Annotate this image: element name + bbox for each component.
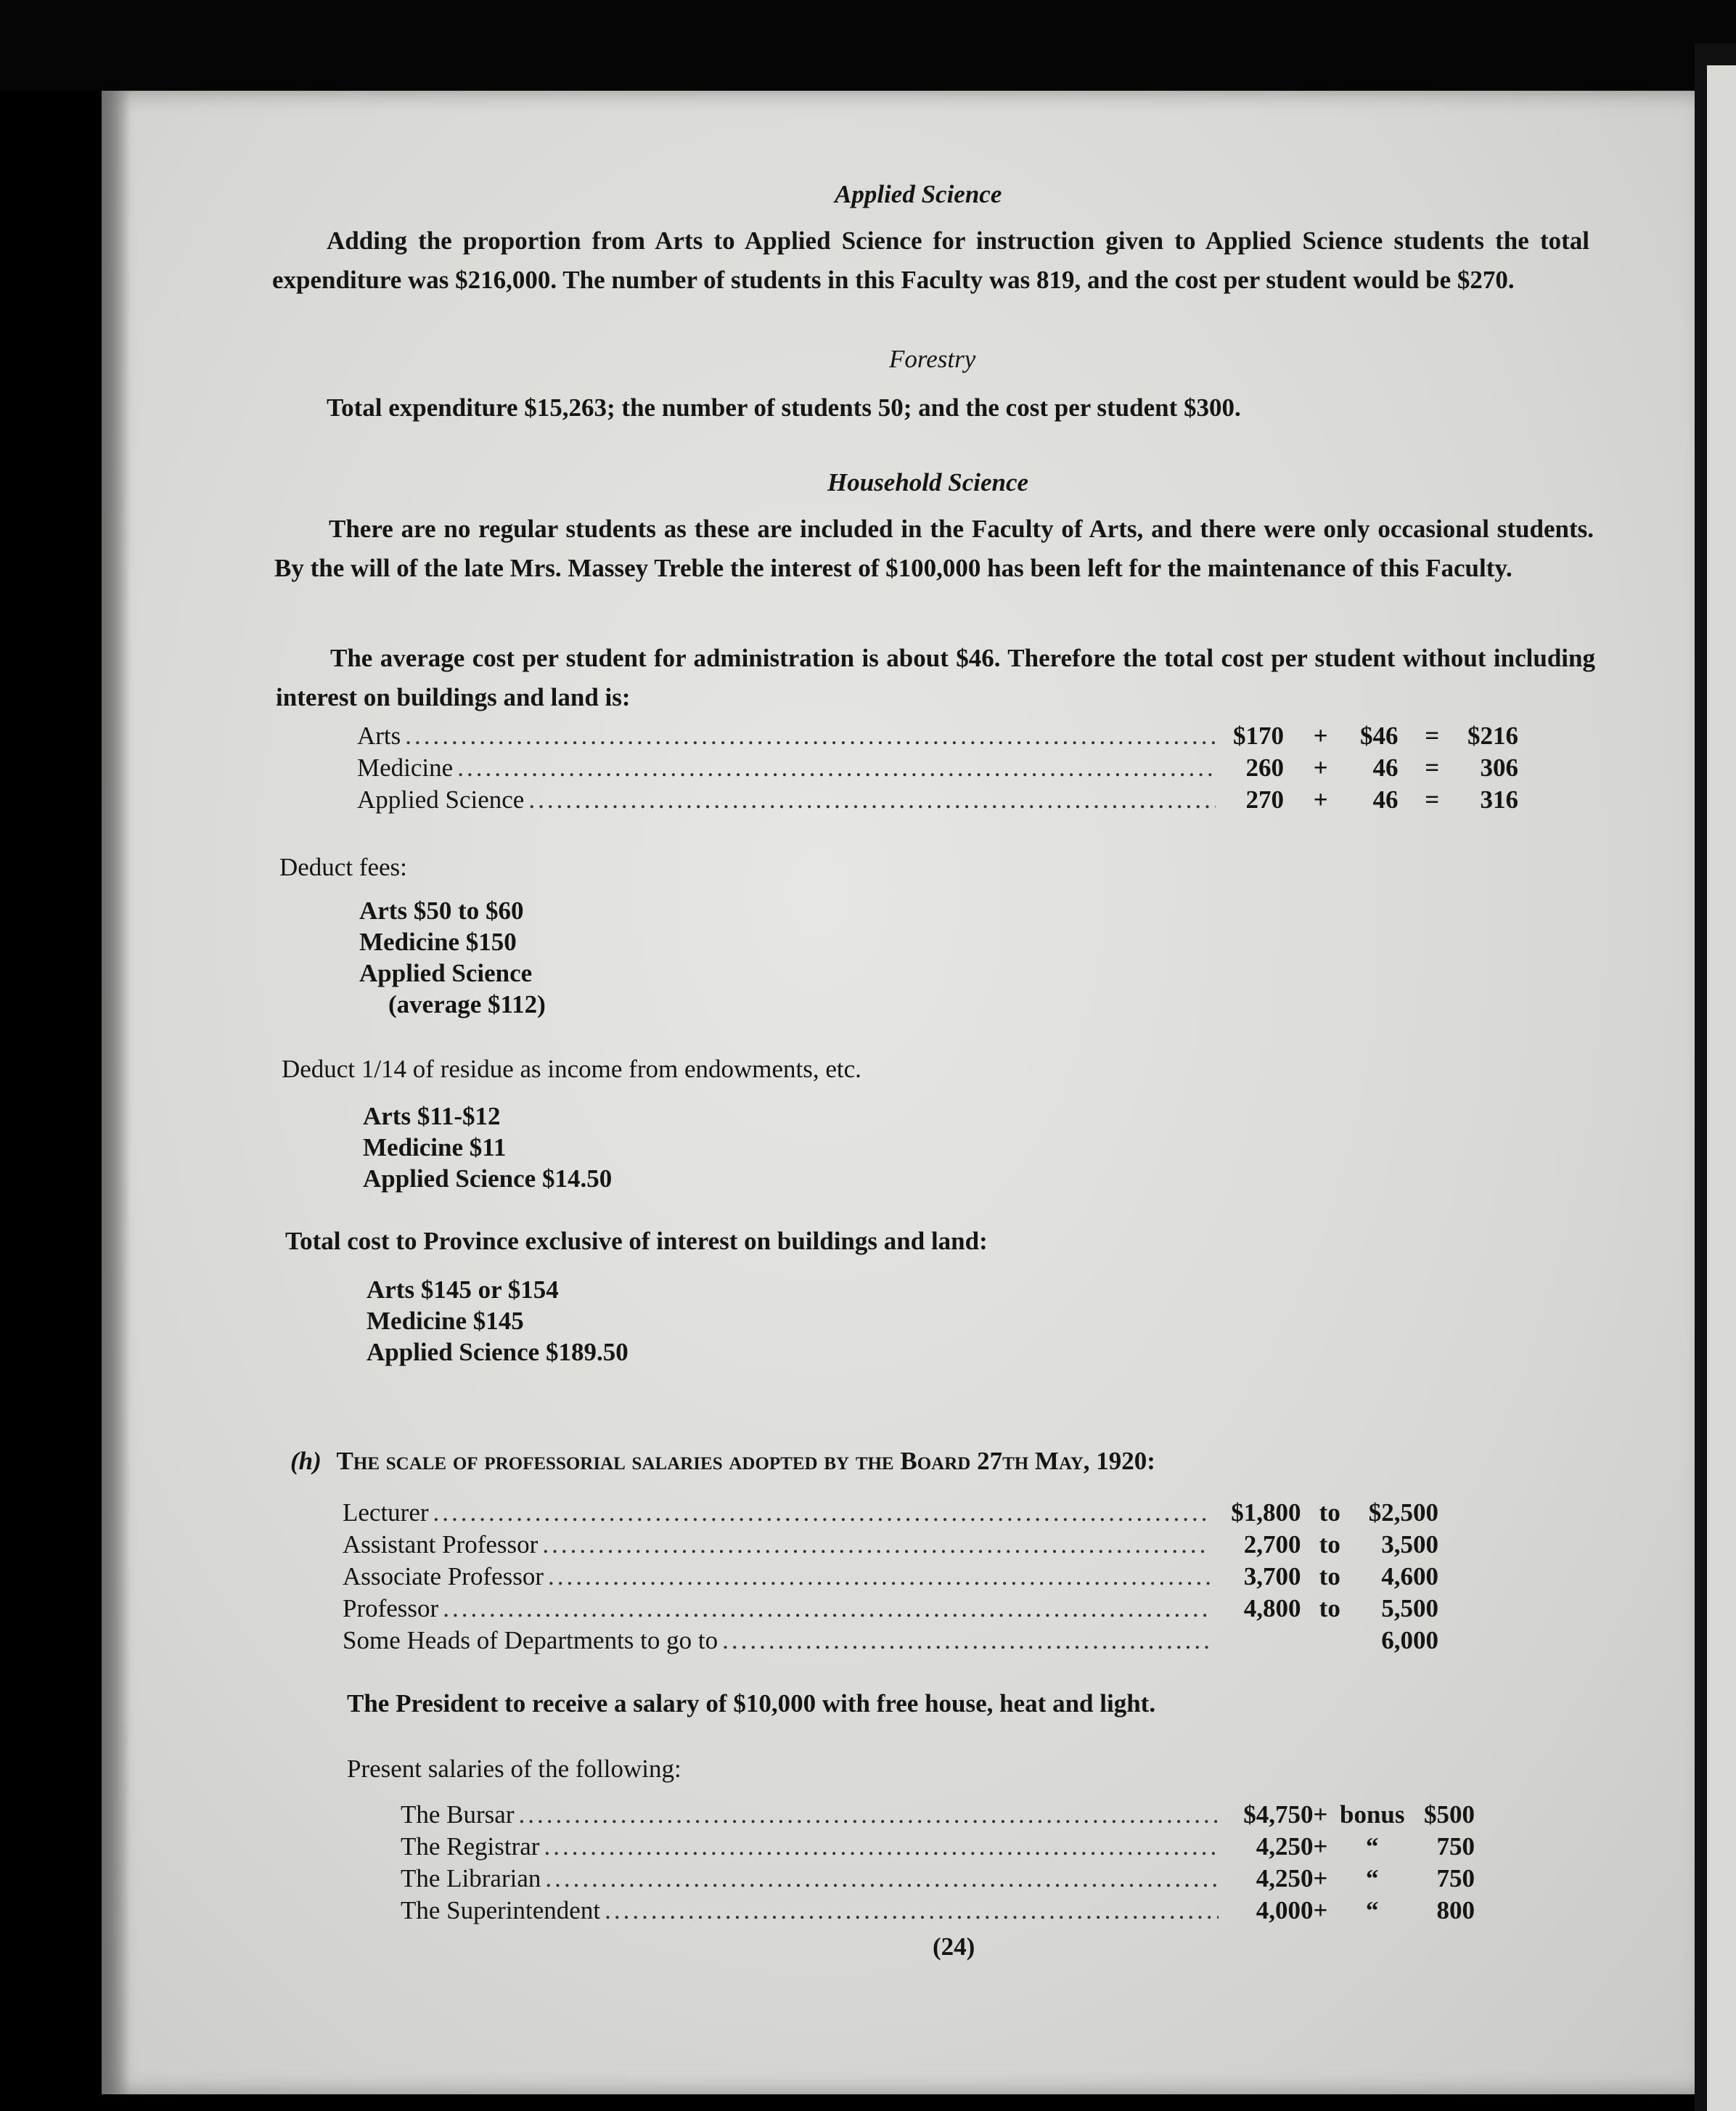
deduct-residue-item: Arts $11-$12 bbox=[363, 1102, 501, 1130]
salary-row-lecturer bbox=[343, 1497, 1438, 1529]
salary-to-word: to bbox=[1319, 1530, 1340, 1559]
leader-dots bbox=[518, 1799, 1218, 1831]
leader-dots bbox=[548, 1561, 1209, 1593]
present-salary-row-superintendent bbox=[401, 1895, 1475, 1927]
cost-row-label: Arts bbox=[357, 722, 401, 750]
deduct-fees-item: Applied Science bbox=[359, 959, 533, 987]
salary-base: 4,250+ bbox=[1256, 1864, 1328, 1892]
salary-base: 4,250+ bbox=[1256, 1832, 1328, 1861]
salary-scale-title: The scale of professorial salaries adopted by the Board 27th May, 1920: bbox=[336, 1447, 1155, 1475]
salary-base: $4,750+ bbox=[1243, 1800, 1328, 1829]
scan-border-top bbox=[0, 0, 1736, 91]
present-salary-values bbox=[1223, 1799, 1475, 1831]
cost-total: 306 bbox=[1480, 754, 1518, 782]
total-cost-title: Total cost to Province exclusive of interest on buildings and land: bbox=[285, 1227, 988, 1255]
deduct-fees-title: Deduct fees: bbox=[279, 853, 407, 881]
page-number: (24) bbox=[933, 1932, 975, 1961]
salary-to: 6,000 bbox=[1381, 1626, 1438, 1654]
salary-row-values bbox=[1214, 1529, 1439, 1561]
cost-plus: + bbox=[1313, 754, 1328, 782]
heading-household-science: Household Science bbox=[827, 468, 1029, 497]
paragraph-average-cost: The average cost per student for administration is about $46. Therefore the total cost per student without including interest on buildings and land is: bbox=[276, 644, 1595, 711]
cost-plus: + bbox=[1313, 722, 1328, 750]
total-cost-item: Arts $145 or $154 bbox=[367, 1275, 559, 1304]
salary-to: $2,500 bbox=[1368, 1498, 1438, 1527]
leader-dots bbox=[542, 1529, 1209, 1561]
deduct-residue-item: Applied Science $14.50 bbox=[363, 1164, 613, 1193]
present-salary-values bbox=[1223, 1831, 1475, 1863]
salary-to: 5,500 bbox=[1381, 1594, 1438, 1622]
salary-row-values bbox=[1214, 1625, 1439, 1657]
cost-row-values bbox=[1220, 752, 1518, 784]
leader-dots bbox=[545, 1863, 1218, 1895]
heading-forestry: Forestry bbox=[889, 345, 976, 373]
cost-base: $170 bbox=[1233, 722, 1284, 750]
paragraph-forestry: Total expenditure $15,263; the number of students 50; and the cost per student $300. bbox=[327, 393, 1241, 422]
leader-dots bbox=[433, 1497, 1210, 1529]
salary-row-values bbox=[1214, 1561, 1439, 1593]
salary-to: 4,600 bbox=[1381, 1562, 1438, 1591]
facing-page-edge bbox=[1707, 65, 1736, 2111]
cost-admin: 46 bbox=[1372, 754, 1399, 782]
cost-row-label: Applied Science bbox=[357, 785, 525, 814]
salary-scale-heading bbox=[290, 1442, 1155, 1481]
page-binding-shadow bbox=[102, 91, 131, 2094]
leader-dots bbox=[443, 1593, 1209, 1625]
leader-dots bbox=[722, 1625, 1209, 1657]
total-cost-item: Medicine $145 bbox=[367, 1307, 524, 1335]
cost-equals: = bbox=[1425, 754, 1440, 782]
salary-base: 4,000+ bbox=[1256, 1896, 1328, 1924]
present-salaries-title: Present salaries of the following: bbox=[347, 1755, 681, 1783]
cost-base: 270 bbox=[1245, 785, 1284, 814]
deduct-residue-title: Deduct 1/14 of residue as income from endowments, etc. bbox=[282, 1055, 861, 1083]
salary-row-heads-of-departments bbox=[343, 1625, 1438, 1657]
salary-row-label: Associate Professor bbox=[343, 1562, 544, 1591]
cost-total: $216 bbox=[1467, 722, 1518, 750]
cost-row-medicine bbox=[357, 752, 1518, 784]
salary-from: 3,700 bbox=[1243, 1562, 1301, 1591]
salary-row-professor bbox=[343, 1593, 1438, 1625]
present-salary-values bbox=[1223, 1863, 1475, 1895]
leader-dots bbox=[457, 752, 1216, 784]
cost-row-applied-science bbox=[357, 784, 1518, 816]
salary-from: 4,800 bbox=[1243, 1594, 1301, 1622]
deduct-fees-item: Medicine $150 bbox=[359, 928, 517, 956]
salary-row-label: Lecturer bbox=[343, 1498, 429, 1527]
salary-row-assistant-professor bbox=[343, 1529, 1438, 1561]
president-salary-text: The President to receive a salary of $10,000 with free house, heat and light. bbox=[347, 1689, 1156, 1718]
paragraph-household-science: There are no regular students as these are included in the Faculty of Arts, and there were only occasional students. By the will of the late Mrs. Massey Treble the interest of $100,000 has been left for the maintenance of this Faculty. bbox=[274, 515, 1594, 582]
paragraph-applied-science: Adding the proportion from Arts to Applied Science for instruction given to Applied Science students the total expenditure was $216,000. The number of students in this Faculty was 819, and the cost per student would be $270. bbox=[272, 226, 1589, 294]
salary-row-values bbox=[1214, 1497, 1439, 1529]
salary-bonus-word: “ bbox=[1366, 1832, 1379, 1861]
leader-dots bbox=[544, 1831, 1218, 1863]
leader-dots bbox=[405, 720, 1216, 752]
section-marker: (h) bbox=[290, 1447, 322, 1475]
cost-plus: + bbox=[1313, 785, 1328, 814]
cost-total: 316 bbox=[1480, 785, 1518, 814]
present-salary-row-registrar bbox=[401, 1831, 1475, 1863]
salary-bonus-word: “ bbox=[1366, 1896, 1379, 1924]
salary-bonus: 750 bbox=[1436, 1832, 1475, 1861]
salary-row-label: Some Heads of Departments to go to bbox=[343, 1626, 718, 1654]
salary-bonus-word: bonus bbox=[1339, 1800, 1405, 1829]
salary-from: 2,700 bbox=[1243, 1530, 1301, 1559]
cost-equals: = bbox=[1425, 722, 1440, 750]
cost-equals: = bbox=[1425, 785, 1440, 814]
cost-row-values bbox=[1220, 720, 1518, 752]
deduct-fees-item: Arts $50 to $60 bbox=[359, 897, 524, 925]
cost-row-label: Medicine bbox=[357, 754, 454, 782]
leader-dots bbox=[528, 784, 1216, 816]
salary-row-label: Assistant Professor bbox=[343, 1530, 539, 1559]
salary-to-word: to bbox=[1319, 1562, 1340, 1591]
total-cost-item: Applied Science $189.50 bbox=[367, 1338, 629, 1366]
salary-row-values bbox=[1214, 1593, 1439, 1625]
salary-to-word: to bbox=[1319, 1594, 1340, 1622]
present-salary-label: The Bursar bbox=[401, 1800, 515, 1829]
cost-row-arts bbox=[357, 720, 1518, 752]
present-salary-values bbox=[1223, 1895, 1475, 1927]
salary-row-associate-professor bbox=[343, 1561, 1438, 1593]
cost-base: 260 bbox=[1245, 754, 1284, 782]
cost-admin: 46 bbox=[1372, 785, 1399, 814]
deduct-residue-item: Medicine $11 bbox=[363, 1133, 507, 1161]
salary-to: 3,500 bbox=[1381, 1530, 1438, 1559]
present-salary-label: The Superintendent bbox=[401, 1896, 601, 1924]
present-salary-row-librarian bbox=[401, 1863, 1475, 1895]
salary-from: $1,800 bbox=[1231, 1498, 1301, 1527]
salary-row-label: Professor bbox=[343, 1594, 439, 1622]
salary-bonus: 800 bbox=[1436, 1896, 1475, 1924]
present-salary-label: The Librarian bbox=[401, 1864, 541, 1892]
present-salary-label: The Registrar bbox=[401, 1832, 540, 1861]
cost-admin: $46 bbox=[1360, 722, 1399, 750]
deduct-fees-item: (average $112) bbox=[388, 990, 546, 1018]
heading-applied-science: Applied Science bbox=[835, 180, 1002, 208]
salary-bonus-word: “ bbox=[1366, 1864, 1379, 1892]
salary-bonus: 750 bbox=[1436, 1864, 1475, 1892]
leader-dots bbox=[605, 1895, 1218, 1927]
salary-bonus: $500 bbox=[1424, 1800, 1475, 1829]
salary-to-word: to bbox=[1319, 1498, 1340, 1527]
present-salary-row-bursar bbox=[401, 1799, 1475, 1831]
cost-row-values bbox=[1220, 784, 1518, 816]
